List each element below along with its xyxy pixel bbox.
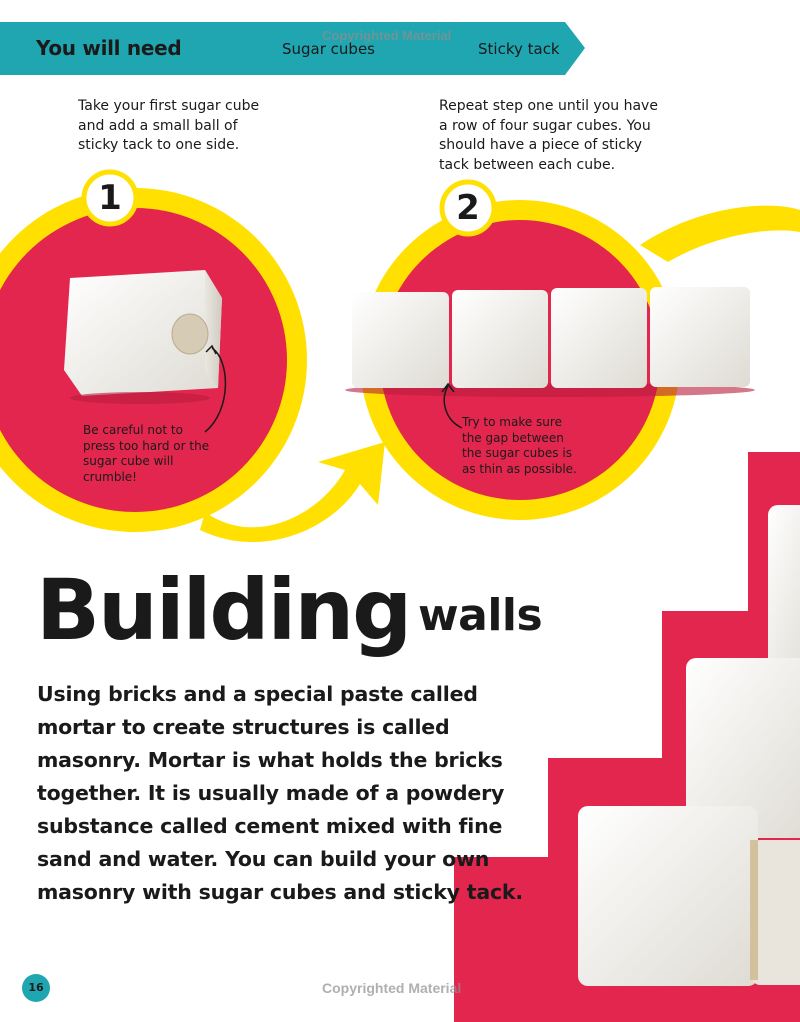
you-will-need-title: You will need xyxy=(36,36,182,60)
intro-paragraph: Using bricks and a special paste called mortar to create structures is called masonry. Mortar is what holds the bricks together. It is usually made of a powdery substance called cement mixed with fine sand and water. You can build your own masonry with sugar cubes and sticky tack. xyxy=(37,682,523,904)
page-title-walls: walls xyxy=(418,590,543,641)
watermark-top: Copyrighted Material xyxy=(322,28,452,43)
sticky-tack-label: Sticky tack xyxy=(478,40,560,58)
step-1-note: Be careful not to press too hard or the sugar cube will crumble! xyxy=(83,423,210,484)
step-2-number: 2 xyxy=(456,188,480,228)
step-1-number: 1 xyxy=(98,178,122,218)
yellow-sweep-right xyxy=(640,206,800,262)
step-1-instruction: Take your first sugar cube and add a small ball of sticky tack to one side. xyxy=(78,98,260,153)
page-title-building: Building xyxy=(36,561,411,659)
step-2-instruction: Repeat step one until you have a row of four sugar cubes. You should have a piece of sticky tack between each cube. xyxy=(439,98,658,173)
step-2-note: Try to make sure the gap between the sugar cubes is as thin as possible. xyxy=(462,415,577,476)
watermark-bottom: Copyrighted Material xyxy=(322,980,462,996)
page-number: 16 xyxy=(22,974,50,1002)
sugar-cubes-label: Sugar cubes xyxy=(282,40,375,58)
sticky-tack-ball xyxy=(172,314,208,354)
